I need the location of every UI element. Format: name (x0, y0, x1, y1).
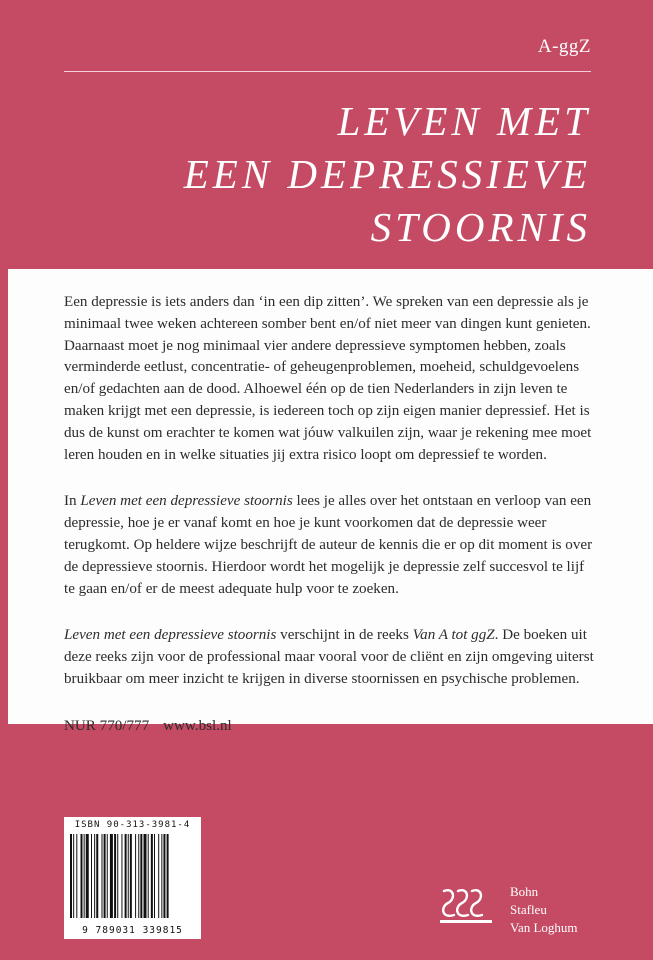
text-run: In (64, 493, 81, 510)
barcode-bar (81, 834, 83, 918)
barcode-bar (94, 834, 95, 918)
barcode-bar (140, 834, 142, 918)
barcode-bar (70, 834, 72, 918)
barcode-bar (114, 834, 116, 918)
barcode-bar (135, 834, 136, 918)
barcode-bar (151, 834, 153, 918)
title-line: STOORNIS (370, 204, 591, 250)
book-title-italic: Leven met een depressieve stoornis (64, 627, 277, 644)
barcode-bar (117, 834, 118, 918)
barcode-bars (70, 834, 195, 918)
publisher-line: Van Loghum (510, 920, 578, 935)
text-run: . De boeken uit deze reeks zijn voor de professional maar vooral voor de cliënt en zijn omgeving uiterst bruikbaar om meer inzicht te krijgen in diverse stoornissen en psychische problemen. (64, 627, 594, 687)
series-title-italic: Van A tot ggZ (412, 627, 495, 644)
blurb-paragraph-2 (64, 491, 598, 600)
barcode-bar (125, 834, 127, 918)
barcode-bar (167, 834, 169, 918)
barcode-bar (138, 834, 139, 918)
barcode-bar (73, 834, 74, 918)
text-run: lees je alles over het ontstaan en verloop van een depressie, hoe je er vanaf komt en hoe je kunt voorkomen dat de depressie weer terugkomt. Op heldere wijze beschrijft de auteur de kennis die er op dit moment is over de depressieve stoornis. Hierdoor wordt het mogelijk je depressie zelf succesvol te lijf te gaan en/of er de meest adequate hulp voor te zoeken. (64, 493, 593, 597)
blurb (64, 292, 598, 738)
publisher-line: Bohn (510, 884, 539, 899)
header-rule (64, 71, 591, 72)
blurb-paragraph-3 (64, 625, 598, 690)
barcode (64, 817, 201, 939)
barcode-bar (86, 834, 89, 918)
isbn-label: ISBN 90-313-3981-4 (74, 820, 191, 830)
barcode-bar (104, 834, 106, 918)
publisher-name (510, 883, 578, 937)
title-line: EEN DEPRESSIEVE (183, 151, 591, 197)
publisher-url: www.bsl.nl (163, 717, 232, 734)
text-run: verschijnt in de reeks (276, 627, 413, 644)
barcode-bar (91, 834, 92, 918)
ean-number: 9 789031 339815 (82, 925, 183, 936)
barcode-bar (102, 834, 103, 918)
barcode-bar (121, 834, 122, 918)
barcode-bar (154, 834, 155, 918)
publisher-line: Stafleu (510, 902, 547, 917)
barcode-bar (130, 834, 132, 918)
nur-code: NUR 770/777 (64, 717, 150, 734)
book-title-italic: Leven met een depressieve stoornis (80, 493, 293, 510)
barcode-bar (163, 834, 165, 918)
barcode-bar (107, 834, 108, 918)
book-title (31, 95, 591, 254)
barcode-bar (96, 834, 98, 918)
barcode-bar (76, 834, 77, 918)
title-line: LEVEN MET (337, 98, 591, 144)
barcode-bar (158, 834, 159, 918)
barcode-bar (110, 834, 113, 918)
series-label: A-ggZ (537, 36, 591, 57)
nur-line (64, 716, 598, 738)
barcode-bar (144, 834, 147, 918)
barcode-bar (148, 834, 149, 918)
barcode-bar (128, 834, 129, 918)
blurb-paragraph-1: Een depressie is iets anders dan ‘in een dip zitten’. We spreken van een depressie als je minimaal twee weken achtereen somber bent en/of niet meer van dingen kunt genieten. Daarnaast moet je nog minimaal vier andere depressieve symptomen hebben, zoals verminderde eetlust, concentratie- of geheugenproblemen, moeheid, schuldgevoelens en/of gedachten aan de dood. Alhoewel één op de tien Nederlanders in zijn leven te maken krijgt met een depressie, is iedereen toch op zijn eigen manier depressief. Het is dus de kunst om erachter te komen wat jóuw valkuilen zijn, waar je rekening mee moet leren houden en in welke situaties jij extra risico loopt om depressief te worden. (64, 294, 592, 463)
barcode-bar (161, 834, 162, 918)
publisher-logo-icon (438, 885, 498, 929)
barcode-bar (84, 834, 85, 918)
